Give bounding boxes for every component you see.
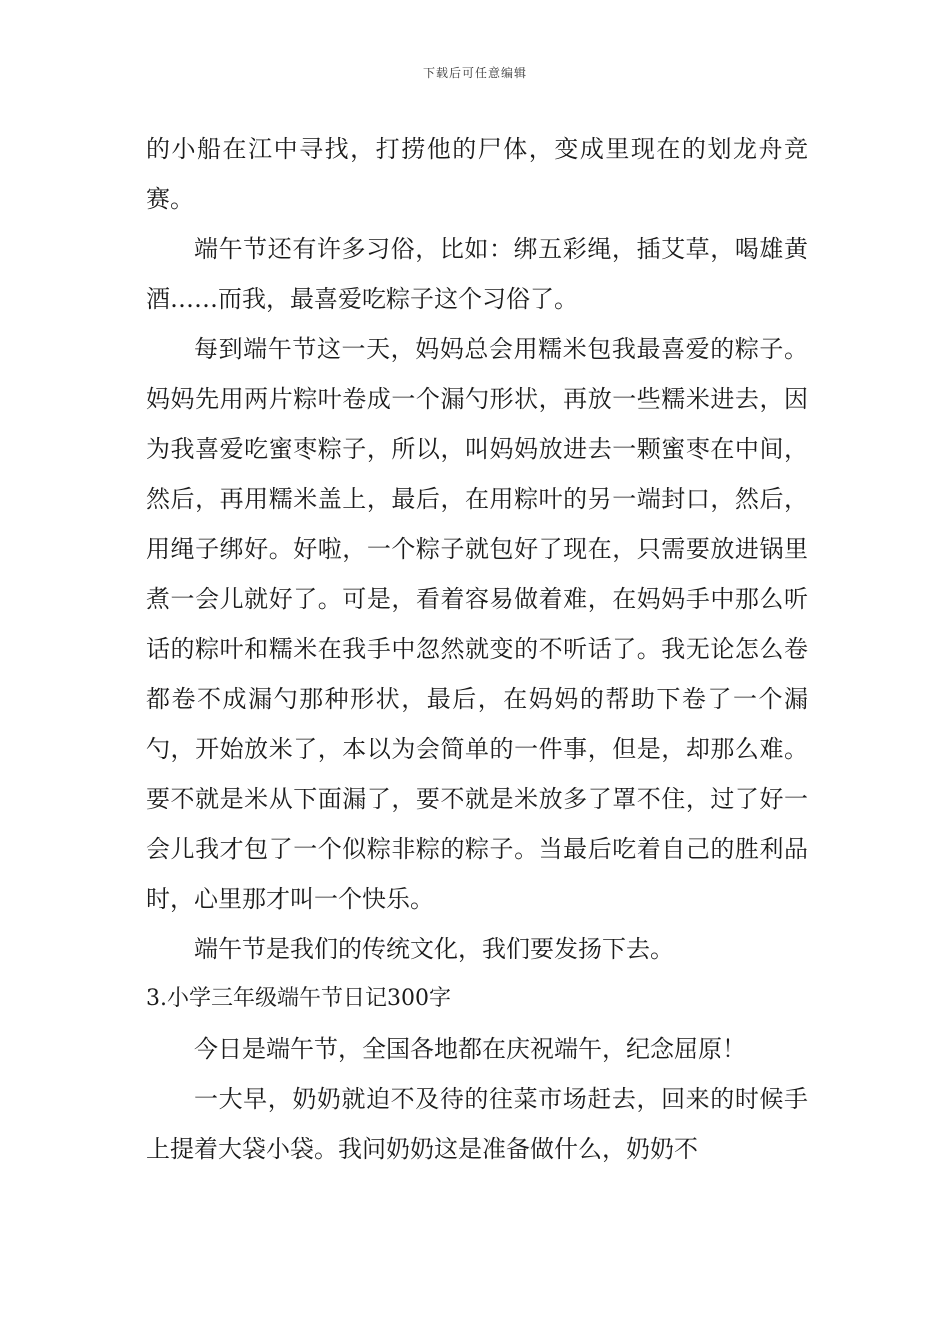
document-body: [146, 124, 808, 1174]
page-header: 下载后可任意编辑: [422, 66, 527, 80]
section-heading: 3.小学三年级端午节日记300字: [146, 986, 451, 1011]
section-paragraph-morning: 一大早，奶奶就迫不及待的往菜市场赶去，回来的时候手上提着大袋小袋。我问奶奶这是准备做什么，奶奶不: [146, 1085, 808, 1163]
paragraph-conclusion: 端午节是我们的传统文化，我们要发扬下去。: [194, 935, 674, 963]
paragraph-making-zongzi: 每到端午节这一天，妈妈总会用糯米包我最喜爱的粽子。妈妈先用两片粽叶卷成一个漏勺形状，再放一些糯米进去，因为我喜爱吃蜜枣粽子，所以，叫妈妈放进去一颗蜜枣在中间，然后，再用糯米盖上，最后，在用粽叶的另一端封口，然后，用绳子绑好。好啦，一个粽子就包好了现在，只需要放进锅里煮一会儿就好了。可是，看着容易做着难，在妈妈手中那么听话的粽叶和糯米在我手中忽然就变的不听话了。我无论怎么卷都卷不成漏勺那种形状，最后，在妈妈的帮助下卷了一个漏勺，开始放米了，本以为会简单的一件事，但是，却那么难。要不就是米从下面漏了，要不就是米放多了罩不住，过了好一会儿我才包了一个似粽非粽的粽子。当最后吃着自己的胜利品时，心里那才叫一个快乐。: [146, 335, 808, 913]
paragraph-customs: 端午节还有许多习俗，比如：绑五彩绳，插艾草，喝雄黄酒……而我，最喜爱吃粽子这个习俗了。: [146, 235, 808, 313]
section-paragraph-intro: 今日是端午节，全国各地都在庆祝端午，纪念屈原！: [194, 1035, 746, 1063]
paragraph-continued: 的小船在江中寻找，打捞他的尸体，变成里现在的划龙舟竞赛。: [146, 135, 808, 213]
